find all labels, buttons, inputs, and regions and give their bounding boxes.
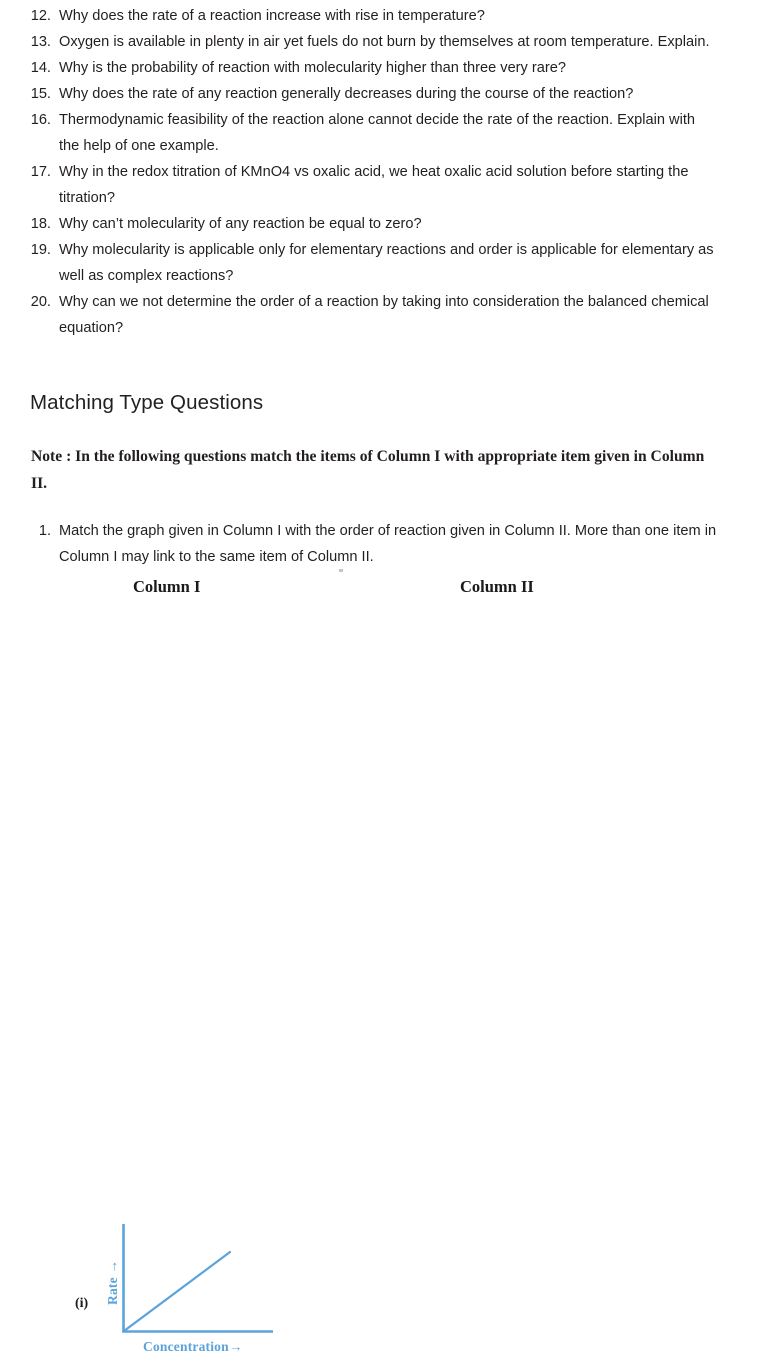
list-item	[0, 107, 760, 159]
x-axis-label: Concentration→	[143, 1339, 243, 1354]
section-heading: Matching Type Questions	[30, 391, 264, 414]
column-one-header: Column I	[133, 577, 201, 596]
list-item	[0, 29, 760, 55]
question-number: 14.	[30, 60, 51, 76]
list-item	[0, 289, 760, 341]
question-text: Oxygen is available in plenty in air yet fuels do not burn by themselves at room temperature. Explain.	[59, 34, 710, 50]
question-text: Why is the probability of reaction with molecularity higher than three very rare?	[59, 60, 566, 76]
list-item	[0, 81, 760, 107]
question-text: Why can’t molecularity of any reaction be equal to zero?	[59, 216, 422, 232]
column-two-header: Column II	[460, 577, 534, 596]
matching-question	[0, 518, 760, 570]
scan-artifact	[339, 569, 343, 572]
question-list	[0, 0, 760, 341]
section-note: Note : In the following questions match the items of Column I with appropriate item given in Column II.	[31, 448, 705, 492]
question-text: Match the graph given in Column I with the order of reaction given in Column II. More than one item in Column I may link to the same item of Column II.	[59, 523, 717, 565]
data-series-line	[124, 1252, 230, 1331]
question-text: Why can we not determine the order of a reaction by taking into consideration the balanced chemical equation?	[59, 294, 709, 336]
question-text: Why does the rate of a reaction increase with rise in temperature?	[59, 8, 485, 24]
list-item	[0, 55, 760, 81]
question-number: 15.	[30, 86, 51, 102]
question-text: Why in the redox titration of KMnO4 vs oxalic acid, we heat oxalic acid solution before starting the titration?	[59, 164, 689, 206]
list-item	[0, 237, 760, 289]
question-number: 18.	[30, 216, 51, 232]
question-number: 20.	[30, 294, 51, 310]
question-text: Why molecularity is applicable only for elementary reactions and order is applicable for elementary as well as complex reactions?	[59, 242, 714, 284]
question-number: 16.	[30, 112, 51, 128]
list-item	[0, 159, 760, 211]
question-number: 17.	[30, 164, 51, 180]
rate-vs-concentration-chart	[95, 1217, 325, 1367]
y-axis-label: Rate →	[105, 1259, 120, 1305]
question-number: 1.	[38, 523, 51, 539]
question-number: 13.	[30, 34, 51, 50]
list-item	[0, 211, 760, 237]
question-text: Why does the rate of any reaction generally decreases during the course of the reaction?	[59, 86, 634, 102]
question-number: 12.	[30, 8, 51, 24]
graph-item-i	[0, 605, 400, 1354]
graph-item-label: (i)	[75, 1296, 89, 1311]
question-number: 19.	[30, 242, 51, 258]
list-item	[0, 3, 760, 29]
question-text: Thermodynamic feasibility of the reaction alone cannot decide the rate of the reaction. Explain with the help of one example.	[59, 112, 695, 154]
